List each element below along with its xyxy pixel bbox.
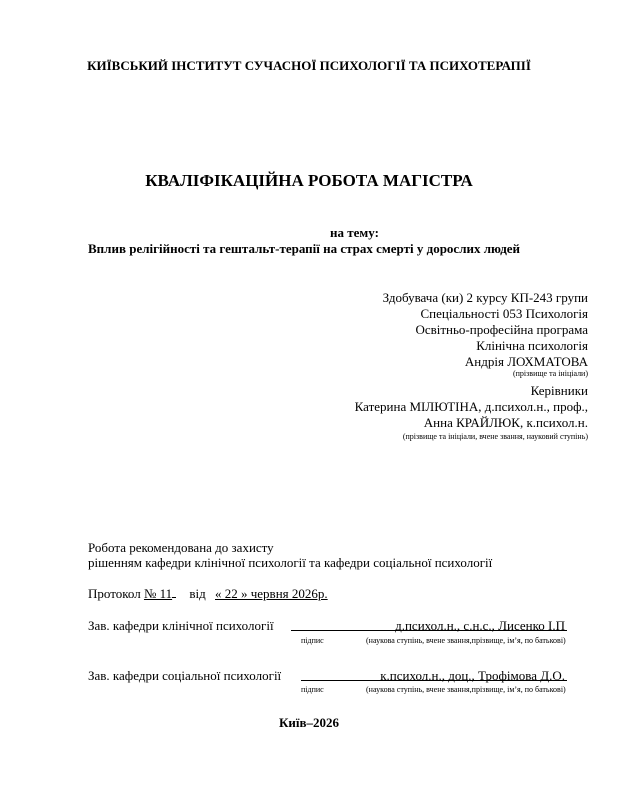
recommendation-line-2: рішенням кафедри клінічної психології та кафедри соціальної психології [88,555,493,570]
protocol-line [88,586,328,602]
head2-signature-caption: підпис [301,685,324,694]
protocol-from: від [189,586,206,601]
supervisors-caption: (прізвище та ініціали, вчене звання, науковий ступінь) [402,432,588,441]
student-name-caption: (прізвище та ініціали) [512,369,588,378]
supervisor-1: Катерина МІЛЮТІНА, д.психол.н., проф., [354,399,588,414]
supervisor-2: Анна КРАЙЛЮК, к.психол.н. [423,415,588,430]
head2-info-caption: (наукова ступінь, вчене звання,прізвище, імʼя, по батькові) [366,685,566,694]
student-course-group: Здобувача (ки) 2 курсу КП-243 групи [382,290,588,305]
protocol-number: № 11 [143,586,173,601]
head1-info-caption: (наукова ступінь, вчене звання,прізвище, імʼя, по батькові) [366,636,566,645]
head2-value: к.психол.н., доц., Трофімова Д.О. [380,668,565,683]
protocol-date: « 22 » червня 2026р. [215,586,328,601]
recommendation-line-1: Робота рекомендована до захисту [88,540,274,555]
head1-signature-caption: підпис [301,636,324,645]
document-title: КВАЛІФІКАЦІЙНА РОБОТА МАГІСТРА [145,171,473,190]
city-year: Київ–2026 [278,715,340,730]
student-program: Освітньо-професійна програма [415,322,588,337]
institute-name: КИЇВСЬКИЙ ІНСТИТУТ СУЧАСНОЇ ПСИХОЛОГІЇ ТА ПСИХОТЕРАПІЇ [87,58,531,73]
topic-text: Вплив релігійності та гештальт-терапії на страх смерті у дорослих людей [88,241,521,256]
head2-label: Зав. кафедри соціальної психології [88,668,282,683]
supervisors-heading: Керівники [530,383,588,398]
student-name: Андрія ЛОХМАТОВА [464,354,588,369]
topic-label: на тему: [330,225,379,240]
head1-label: Зав. кафедри клінічної психології [88,618,274,633]
protocol-label: Протокол [88,586,141,601]
student-program-name: Клінічна психологія [476,338,588,353]
student-speciality: Спеціальності 053 Психологія [420,306,588,321]
head1-value: д.психол.н., с.н.с., Лисенко І.П [395,618,565,633]
